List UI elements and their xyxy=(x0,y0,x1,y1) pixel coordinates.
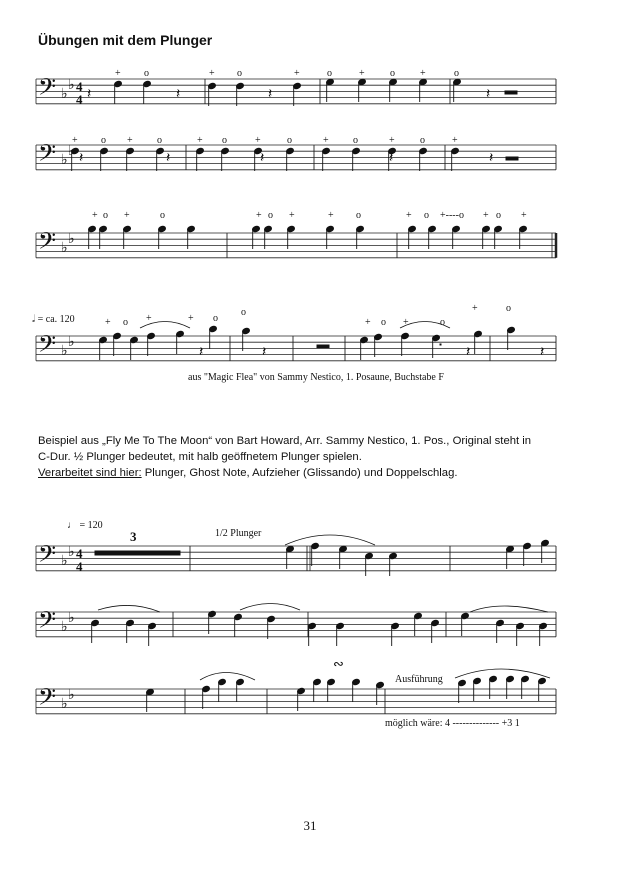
paragraph-rest: Plunger, Ghost Note, Aufzieher (Glissando) und Doppelschlag. xyxy=(141,467,458,479)
quarter-rest-icon: 𝄽 xyxy=(87,86,92,102)
open-mark: o xyxy=(237,68,242,79)
page-number: 31 xyxy=(303,818,317,833)
time-signature: 4 xyxy=(76,559,83,574)
plus-mark: + xyxy=(72,135,78,146)
plus-mark: + xyxy=(92,210,98,221)
whole-rest xyxy=(317,345,329,348)
tempo-marking: ♩ = 120 xyxy=(67,520,103,531)
bass-clef-icon: 𝄢 xyxy=(38,683,57,716)
plus-mark: + xyxy=(365,317,371,328)
flat-icon: ♭ xyxy=(61,697,68,712)
half-rest xyxy=(505,91,517,94)
plus-mark: + xyxy=(452,135,458,146)
bass-clef-icon: 𝄢 xyxy=(38,227,57,260)
quarter-rest-icon: 𝄽 xyxy=(389,150,394,166)
flat-icon: ♭ xyxy=(68,335,75,350)
plus-mark: + xyxy=(188,313,194,324)
flat-icon: ♭ xyxy=(68,611,75,626)
quarter-rest-icon: 𝄽 xyxy=(489,150,494,166)
tempo-marking: 𝅗𝅥 = ca. 120 xyxy=(32,314,75,325)
quarter-rest-icon: 𝄽 xyxy=(540,344,545,360)
bass-clef-icon: 𝄢 xyxy=(38,73,57,106)
open-mark: o xyxy=(101,135,106,146)
trill-dash: +----o xyxy=(440,210,464,221)
time-signature: 4 xyxy=(76,546,83,561)
multirest-count: 3 xyxy=(130,529,137,544)
flat-icon: ♭ xyxy=(68,545,75,560)
quarter-rest-icon: 𝄽 xyxy=(166,150,171,166)
plus-mark: + xyxy=(115,68,121,79)
open-mark: o xyxy=(144,68,149,79)
plus-mark: + xyxy=(323,135,329,146)
staff-system xyxy=(36,145,556,170)
staff-system xyxy=(36,689,556,714)
open-mark: o xyxy=(420,135,425,146)
bass-clef-icon: 𝄢 xyxy=(38,139,57,172)
plus-mark: + xyxy=(328,210,334,221)
plus-mark: + xyxy=(359,68,365,79)
open-mark: o xyxy=(353,135,358,146)
quarter-rest-icon: 𝄽 xyxy=(262,344,267,360)
quarter-rest-icon: 𝄽 xyxy=(260,150,265,166)
plus-mark: + xyxy=(256,210,262,221)
plus-mark: + xyxy=(124,210,130,221)
open-mark: o xyxy=(390,68,395,79)
fingering-note: möglich wäre: 4 -------------- +3 1 xyxy=(385,718,520,729)
slur xyxy=(200,673,255,681)
bass-clef-icon: 𝄢 xyxy=(38,330,57,363)
open-mark: o xyxy=(103,210,108,221)
plus-mark: + xyxy=(197,135,203,146)
open-mark: o xyxy=(241,307,246,318)
open-mark: o xyxy=(327,68,332,79)
plus-mark: + xyxy=(420,68,426,79)
open-mark: o xyxy=(424,210,429,221)
dot xyxy=(440,344,441,345)
bass-clef-icon: 𝄢 xyxy=(38,540,57,573)
flat-icon: ♭ xyxy=(61,153,68,168)
open-mark: o xyxy=(268,210,273,221)
plus-mark: + xyxy=(289,210,295,221)
open-mark: o xyxy=(440,317,445,328)
time-signature: 4 xyxy=(76,79,83,94)
slur xyxy=(240,604,300,611)
open-mark: o xyxy=(123,317,128,328)
turn-ornament-icon: ∾ xyxy=(333,656,344,671)
quarter-rest-icon: 𝄽 xyxy=(79,150,84,166)
description-paragraph xyxy=(38,433,583,481)
plus-mark: + xyxy=(209,68,215,79)
open-mark: o xyxy=(157,135,162,146)
plus-mark: + xyxy=(146,313,152,324)
flat-icon: ♭ xyxy=(61,87,68,102)
half-rest xyxy=(506,157,518,160)
slur xyxy=(98,605,160,612)
open-mark: o xyxy=(356,210,361,221)
open-mark: o xyxy=(213,313,218,324)
plus-mark: + xyxy=(403,317,409,328)
flat-icon: ♭ xyxy=(61,554,68,569)
paragraph-line-3 xyxy=(38,465,583,481)
plunger-label: 1/2 Plunger xyxy=(215,528,262,539)
flat-icon: ♭ xyxy=(68,232,75,247)
ausfuehrung-label: Ausführung xyxy=(395,674,443,685)
source-caption: aus "Magic Flea" von Sammy Nestico, 1. Posaune, Buchstabe F xyxy=(188,372,444,383)
plus-mark: + xyxy=(105,317,111,328)
open-mark: o xyxy=(222,135,227,146)
flat-icon: ♭ xyxy=(61,620,68,635)
slur xyxy=(470,606,548,612)
staff-system xyxy=(36,233,556,258)
flat-icon: ♭ xyxy=(61,241,68,256)
slur xyxy=(455,669,550,678)
plus-mark: + xyxy=(521,210,527,221)
open-mark: o xyxy=(381,317,386,328)
plus-mark: + xyxy=(406,210,412,221)
paragraph-line-1: Beispiel aus „Fly Me To The Moon“ von Bart Howard, Arr. Sammy Nestico, 1. Pos., Original steht in xyxy=(38,435,532,447)
paragraph-label: Verarbeitet sind hier: xyxy=(38,467,142,479)
paragraph-line-2: C-Dur. ½ Plunger bedeutet, mit halb geöffnetem Plunger spielen. xyxy=(38,451,362,463)
plus-mark: + xyxy=(472,303,478,314)
bass-clef-icon: 𝄢 xyxy=(38,606,57,639)
flat-icon: ♭ xyxy=(68,78,75,93)
flat-icon: ♭ xyxy=(61,344,68,359)
plus-mark: + xyxy=(127,135,133,146)
open-mark: o xyxy=(160,210,165,221)
quarter-rest-icon: 𝄽 xyxy=(466,344,471,360)
staff-system xyxy=(36,612,556,637)
plus-mark: + xyxy=(294,68,300,79)
flat-icon: ♭ xyxy=(68,144,75,159)
multi-measure-rest xyxy=(95,551,180,555)
open-mark: o xyxy=(506,303,511,314)
quarter-rest-icon: 𝄽 xyxy=(176,86,181,102)
quarter-rest-icon: 𝄽 xyxy=(199,344,204,360)
slur xyxy=(285,535,375,545)
time-signature: 4 xyxy=(76,92,83,107)
staff-system xyxy=(36,546,556,571)
flat-icon: ♭ xyxy=(68,688,75,703)
quarter-rest-icon: 𝄽 xyxy=(268,86,273,102)
staff-system xyxy=(36,79,556,104)
open-mark: o xyxy=(287,135,292,146)
open-mark: o xyxy=(496,210,501,221)
plus-mark: + xyxy=(255,135,261,146)
open-mark: o xyxy=(454,68,459,79)
quarter-rest-icon: 𝄽 xyxy=(486,86,491,102)
plus-mark: + xyxy=(483,210,489,221)
page-heading: Übungen mit dem Plunger xyxy=(38,32,213,48)
plus-mark: + xyxy=(389,135,395,146)
